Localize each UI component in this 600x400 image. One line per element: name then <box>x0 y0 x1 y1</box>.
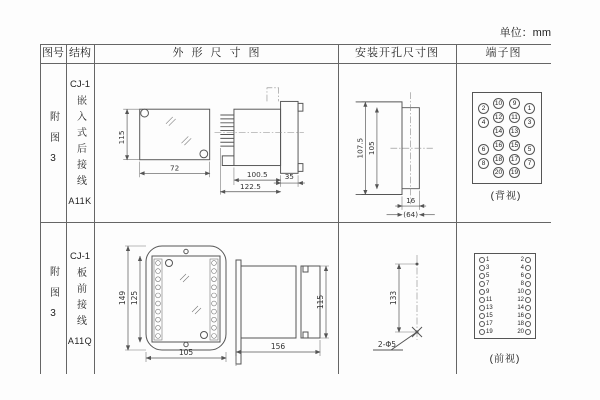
terminal-hole <box>479 281 485 287</box>
dim-cut-notch: 16 <box>406 196 416 206</box>
divider-install-terminal <box>456 44 457 374</box>
row1-structure <box>66 63 94 222</box>
terminal-number: 4 <box>520 265 524 271</box>
dim-outer-height: 149 <box>118 290 127 306</box>
terminal-circle: 20 <box>494 169 503 176</box>
terminal-number: 20 <box>517 329 524 335</box>
terminal-row <box>479 304 531 312</box>
row2-install-drawing <box>365 252 455 362</box>
terminal-circle: 5 <box>524 144 535 155</box>
row1-model: CJ-1 <box>69 79 91 90</box>
terminal-row <box>479 320 531 328</box>
terminal-hole <box>525 281 531 287</box>
terminal-hole <box>479 289 485 295</box>
divider-structure-outline <box>94 44 95 374</box>
terminal-circle: 15 <box>510 142 519 149</box>
terminal-number: 15 <box>486 313 493 319</box>
row2-model: CJ-1 <box>69 250 91 262</box>
terminal-number: 6 <box>520 273 524 279</box>
row-separator <box>40 222 551 223</box>
row1-fig-no: 附图3 <box>47 110 59 175</box>
terminal-circle: 13 <box>510 128 519 135</box>
row2-view-label: (前视) <box>489 354 521 365</box>
terminal-hole <box>479 313 485 319</box>
terminal-number: 17 <box>486 321 493 327</box>
terminal-circle: 10 <box>494 100 503 107</box>
terminal-circle: 16 <box>494 142 503 149</box>
dim-front-width: 72 <box>170 163 180 173</box>
terminal-circle: 12 <box>494 114 503 121</box>
terminal-circle: 17 <box>510 156 519 163</box>
terminal-hole <box>525 313 531 319</box>
terminal-circle: 4 <box>478 117 489 128</box>
terminal-circle: 11 <box>509 112 520 123</box>
terminal-circle: 6 <box>478 144 489 155</box>
dim-side-height: 115 <box>316 294 325 310</box>
header-terminal: 端子图 <box>485 47 522 59</box>
row2-terminal-diagram <box>474 253 536 339</box>
dim-front-width: 105 <box>178 348 194 357</box>
terminal-row <box>479 272 531 280</box>
dim-total-length: 156 <box>270 342 286 351</box>
terminal-row <box>479 288 531 296</box>
terminal-number: 3 <box>486 265 490 271</box>
row1-mount-type: 嵌入式后接线 <box>74 95 86 191</box>
terminal-hole <box>479 297 485 303</box>
row1-view-label: (背视) <box>490 191 522 202</box>
terminal-circle: 9 <box>509 98 520 109</box>
row1-outline-drawing <box>96 80 334 220</box>
terminal-row <box>479 280 531 288</box>
terminal-hole <box>525 297 531 303</box>
dim-inner-height: 125 <box>130 290 139 306</box>
terminal-hole <box>479 329 485 335</box>
header-outline: 外形尺寸图 <box>172 47 268 59</box>
row2-outline-drawing <box>120 240 330 360</box>
terminal-number: 12 <box>517 297 524 303</box>
terminal-row <box>479 296 531 304</box>
dim-total-depth: 122.5 <box>240 181 261 191</box>
dim-cut-inner: 105 <box>367 141 377 156</box>
terminal-number: 8 <box>520 281 524 287</box>
terminal-row <box>479 264 531 272</box>
terminal-hole <box>479 265 485 271</box>
terminal-circle: 3 <box>524 117 535 128</box>
terminal-number: 9 <box>486 289 490 295</box>
terminal-circle: 2 <box>478 103 489 114</box>
terminal-number: 11 <box>486 297 493 303</box>
terminal-hole <box>479 273 485 279</box>
dim-hole-spacing: 133 <box>389 290 398 306</box>
row1-install-drawing <box>348 86 456 220</box>
terminal-hole <box>479 257 485 263</box>
terminal-hole <box>479 305 485 311</box>
header-structure: 结构 <box>69 47 91 59</box>
terminal-hole <box>525 257 531 263</box>
terminal-number: 1 <box>486 257 490 263</box>
divider-outline-install <box>338 44 339 374</box>
terminal-hole <box>525 321 531 327</box>
terminal-row <box>479 312 531 320</box>
terminal-number: 18 <box>517 321 524 327</box>
terminal-circle: 14 <box>494 128 503 135</box>
row2-fig-no: 附图3 <box>47 266 59 330</box>
dim-flange-depth: 35 <box>284 172 294 182</box>
terminal-number: 13 <box>486 305 493 311</box>
terminal-number: 19 <box>486 329 493 335</box>
terminal-row <box>479 328 531 336</box>
terminal-number: 16 <box>517 313 524 319</box>
terminal-hole <box>479 321 485 327</box>
terminal-circle: 7 <box>524 158 535 169</box>
terminal-number: 7 <box>486 281 490 287</box>
terminal-hole <box>525 329 531 335</box>
terminal-circle: 19 <box>510 169 519 176</box>
header-install: 安装开孔尺寸图 <box>355 47 439 59</box>
dim-cut-outer: 107.5 <box>355 137 365 159</box>
terminal-circle: 1 <box>524 103 535 114</box>
header-separator <box>40 63 551 64</box>
unit-label: 单位：mm <box>499 27 551 39</box>
row2-code: A11Q <box>67 335 93 346</box>
row2-mount-type: 板前接线 <box>74 266 86 331</box>
terminal-circle: 18 <box>494 156 503 163</box>
dim-cut-width: (64) <box>403 210 419 220</box>
dim-hole-spec: 2-Φ5 <box>377 340 397 349</box>
terminal-hole <box>525 305 531 311</box>
terminal-hole <box>525 289 531 295</box>
terminal-number: 14 <box>517 305 524 311</box>
terminal-number: 5 <box>486 273 490 279</box>
dim-body-depth: 100.5 <box>246 170 268 180</box>
row2-structure <box>66 222 94 374</box>
row1-terminal-diagram <box>472 92 542 184</box>
terminal-hole <box>525 273 531 279</box>
terminal-circle: 8 <box>478 158 489 169</box>
terminal-number: 2 <box>520 257 524 263</box>
header-fig-no: 图号 <box>42 47 64 59</box>
dim-front-height: 115 <box>117 130 127 145</box>
row1-code: A11K <box>68 196 92 206</box>
terminal-row <box>479 256 531 264</box>
terminal-number: 10 <box>517 289 524 295</box>
terminal-hole <box>525 265 531 271</box>
